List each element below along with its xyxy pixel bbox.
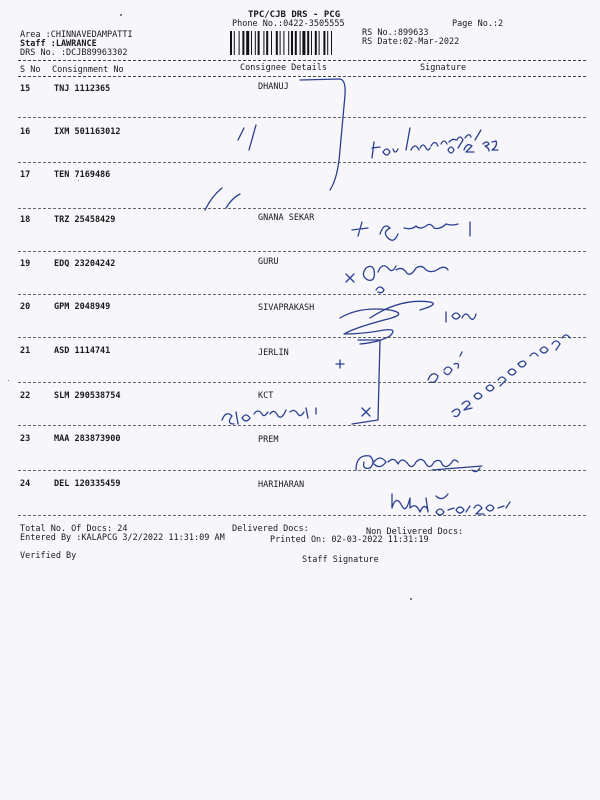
handwritten-phone-note <box>428 335 570 417</box>
bracket-mark <box>300 79 345 190</box>
cross-mark <box>362 408 370 416</box>
entered-by: Entered By :KALAPCG 3/2/2022 11:31:09 AM <box>20 533 225 543</box>
row-consignee: SIVAPRAKASH <box>258 303 315 313</box>
barcode-bar <box>280 31 281 55</box>
row-consignee: HARIHARAN <box>258 480 305 490</box>
row-sno: 17 <box>20 170 31 180</box>
barcode-bar <box>295 31 297 55</box>
row-divider <box>18 382 586 383</box>
row-divider <box>18 470 586 471</box>
row-sno: 21 <box>20 346 31 356</box>
signature-mark <box>346 266 448 282</box>
barcode-bar <box>251 31 252 55</box>
signature-mark <box>392 494 448 512</box>
row-divider <box>18 162 586 163</box>
barcode-bar <box>311 31 312 55</box>
header-divider-top <box>18 60 586 61</box>
staff-signature-label: Staff Signature <box>302 555 379 565</box>
row-consignment: TNJ 1112365 <box>54 84 111 94</box>
rs-number: RS No.:899633 <box>362 28 429 38</box>
column-header-signature: Signature <box>420 63 467 73</box>
row-divider <box>18 251 586 252</box>
drs-number: DRS No. :DCJB89963302 <box>20 48 128 58</box>
scan-speck <box>410 598 412 600</box>
row-sno: 23 <box>20 434 31 444</box>
slash-mark <box>205 188 222 210</box>
row-sno: 24 <box>20 479 31 489</box>
area-field: Area :CHINNAVEDAMPATTI <box>20 30 133 40</box>
barcode-bar <box>255 31 256 55</box>
delivered-docs: Delivered Docs: <box>232 524 309 534</box>
row-sno: 18 <box>20 215 31 225</box>
scan-speck <box>120 14 122 16</box>
document-title: TPC/CJB DRS - PCG <box>248 10 341 20</box>
row-consignee: PREM <box>258 435 279 445</box>
barcode-bar <box>327 31 328 55</box>
printed-on: Printed On: 02-03-2022 11:31:19 <box>270 535 429 545</box>
barcode-bar <box>323 31 325 55</box>
barcode-bar <box>288 31 289 55</box>
row-consignee: GNANA SEKAR <box>258 213 315 223</box>
barcode-bar <box>315 31 317 55</box>
page-number: Page No.:2 <box>452 19 504 29</box>
barcode-bar <box>234 31 235 55</box>
row-consignment: SLM 290538754 <box>54 391 121 401</box>
scan-speck <box>78 180 79 181</box>
handwritten-date <box>436 502 510 515</box>
row-consignee: JERLIN <box>258 348 289 358</box>
barcode-bar <box>331 31 332 55</box>
slash-mark <box>249 125 256 150</box>
row-sno: 15 <box>20 84 31 94</box>
barcode <box>230 31 354 55</box>
row-sno: 20 <box>20 302 31 312</box>
barcode-bar <box>276 31 278 55</box>
row-divider <box>18 294 586 295</box>
row-divider <box>18 425 586 426</box>
row-consignment: DEL 120335459 <box>54 479 121 489</box>
barcode-bar <box>302 31 305 55</box>
row-divider <box>18 208 586 209</box>
row-divider <box>18 337 586 338</box>
row-consignee: GURU <box>258 257 279 267</box>
row-consignment: IXM 501163012 <box>54 127 121 137</box>
barcode-bar <box>283 31 284 55</box>
staff-field: Staff :LAWRANCE <box>20 39 97 49</box>
slash-mark <box>226 194 240 208</box>
barcode-bar <box>291 31 293 55</box>
row-consignment: GPM 2048949 <box>54 302 111 312</box>
barcode-bar <box>266 31 268 55</box>
barcode-bar <box>230 31 232 55</box>
row-divider <box>18 515 586 516</box>
barcode-bar <box>263 31 264 55</box>
verified-by: Verified By <box>20 551 77 561</box>
barcode-bar <box>307 31 309 55</box>
barcode-bar <box>319 31 320 55</box>
row-sno: 16 <box>20 127 31 137</box>
row-consignment: ASD 1114741 <box>54 346 111 356</box>
handwritten-for-lawrance <box>372 128 471 158</box>
header-divider-bottom <box>18 76 586 77</box>
barcode-bar <box>258 31 260 55</box>
signature-mark <box>446 312 476 322</box>
barcode-bar <box>300 31 301 55</box>
cross-mark <box>336 360 344 368</box>
column-header-consignment: Consignment No <box>52 65 124 75</box>
non-delivered-docs: Non Delivered Docs: <box>366 527 464 537</box>
signature-mark <box>352 222 470 240</box>
signature-mark <box>222 408 316 424</box>
row-consignment: TEN 7169486 <box>54 170 111 180</box>
column-header-consignee: Consignee Details <box>240 63 327 73</box>
row-consignment: MAA 283873900 <box>54 434 121 444</box>
row-consignment: EDQ 23204242 <box>54 259 116 269</box>
barcode-bar <box>246 31 249 55</box>
row-consignee: DHANUJ <box>258 82 289 92</box>
handwritten-date <box>448 130 498 153</box>
row-consignment: TRZ 25458429 <box>54 215 116 225</box>
phone-number: Phone No.:0422-3505555 <box>232 19 345 29</box>
slash-mark <box>238 128 244 140</box>
scan-speck <box>8 380 9 381</box>
row-sno: 22 <box>20 391 31 401</box>
barcode-bar <box>271 31 272 55</box>
signature-mark <box>376 287 384 293</box>
rs-date: RS Date:02-Mar-2022 <box>362 37 460 47</box>
total-docs: Total No. Of Docs: 24 <box>20 524 128 534</box>
column-header-sno: S No <box>20 65 41 75</box>
barcode-bar <box>242 31 244 55</box>
barcode-bar <box>239 31 240 55</box>
row-consignee: KCT <box>258 391 274 401</box>
row-sno: 19 <box>20 259 31 269</box>
row-divider <box>18 117 586 118</box>
